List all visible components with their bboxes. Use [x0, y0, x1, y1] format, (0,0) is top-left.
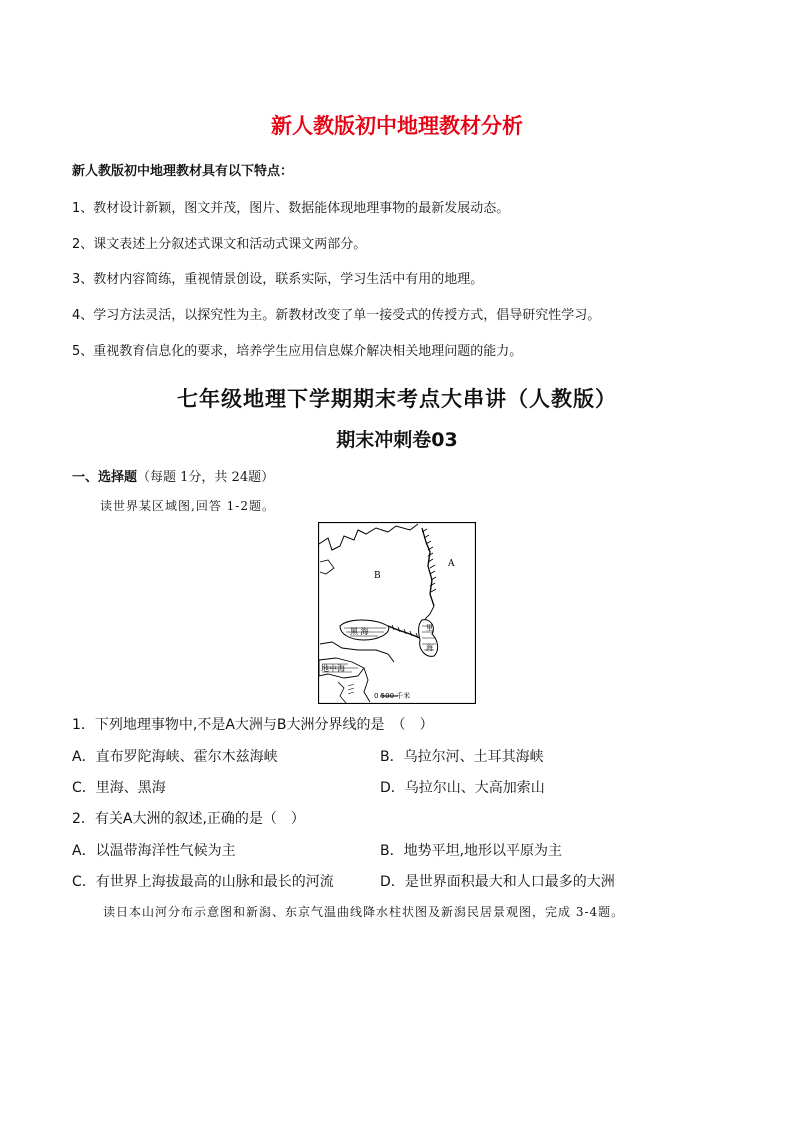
caspian-label-1: 里 — [426, 624, 433, 632]
promo-title: 新人教版初中地理教材分析 — [271, 114, 523, 138]
label-b: B — [374, 571, 381, 581]
q2-option-a[interactable]: A．以温带海洋性气候为主 — [72, 843, 236, 859]
q2-option-c[interactable]: C．有世界上海拔最高的山脉和最长的河流 — [72, 874, 334, 890]
scale-label: 0 500 千米 — [374, 692, 411, 700]
region-map — [318, 522, 476, 704]
q1-option-a[interactable]: A．直布罗陀海峡、霍尔木兹海峡 — [72, 749, 278, 765]
exam-title: 七年级地理下学期期末考点大串讲（人教版） — [177, 387, 617, 411]
section-heading — [72, 466, 274, 485]
instruction-1: 读世界某区域图,回答 1-2题。 — [100, 499, 275, 513]
feature-item: 1、教材设计新颖，图文并茂，图片、数据能体现地理事物的最新发展动态。 — [72, 201, 510, 216]
question-1-stem: 1．下列地理事物中,不是A大洲与B大洲分界线的是 （ ） — [72, 717, 434, 733]
question-2-stem: 2．有关A大洲的叙述,正确的是（ ） — [72, 811, 305, 827]
q2-option-b[interactable]: B．地势平坦,地形以平原为主 — [380, 843, 563, 859]
q1-option-c[interactable]: C．里海、黑海 — [72, 780, 166, 796]
feature-item: 3、教材内容简练，重视情景创设，联系实际，学习生活中有用的地理。 — [72, 272, 484, 287]
black-sea-label: 黑 海 — [350, 627, 369, 636]
label-a: A — [448, 559, 455, 569]
instruction-2: 读日本山河分布示意图和新潟、东京气温曲线降水柱状图及新潟民居景观图，完成 3-4题。 — [103, 905, 625, 919]
intro-line: 新人教版初中地理教材具有以下特点： — [72, 164, 294, 179]
mediterranean-label: 地中海 — [321, 664, 345, 673]
section-head-label: 一、选择题 — [72, 470, 138, 485]
q1-option-d[interactable]: D．乌拉尔山、大高加索山 — [380, 780, 545, 796]
feature-item: 5、重视教育信息化的要求，培养学生应用信息媒介解决相关地理问题的能力。 — [72, 344, 523, 359]
feature-item: 4、学习方法灵活，以探究性为主。新教材改变了单一接受式的传授方式，倡导研究性学习。 — [72, 308, 601, 323]
caspian-label-2: 海 — [426, 644, 433, 652]
feature-item: 2、课文表述上分叙述式课文和活动式课文两部分。 — [72, 237, 367, 252]
exam-subtitle: 期末冲刺卷03 — [336, 429, 458, 451]
q2-option-d[interactable]: D．是世界面积最大和人口最多的大洲 — [380, 874, 615, 890]
q1-option-b[interactable]: B．乌拉尔河、土耳其海峡 — [380, 749, 544, 765]
section-note: （每题 1分，共 24题） — [137, 470, 275, 485]
